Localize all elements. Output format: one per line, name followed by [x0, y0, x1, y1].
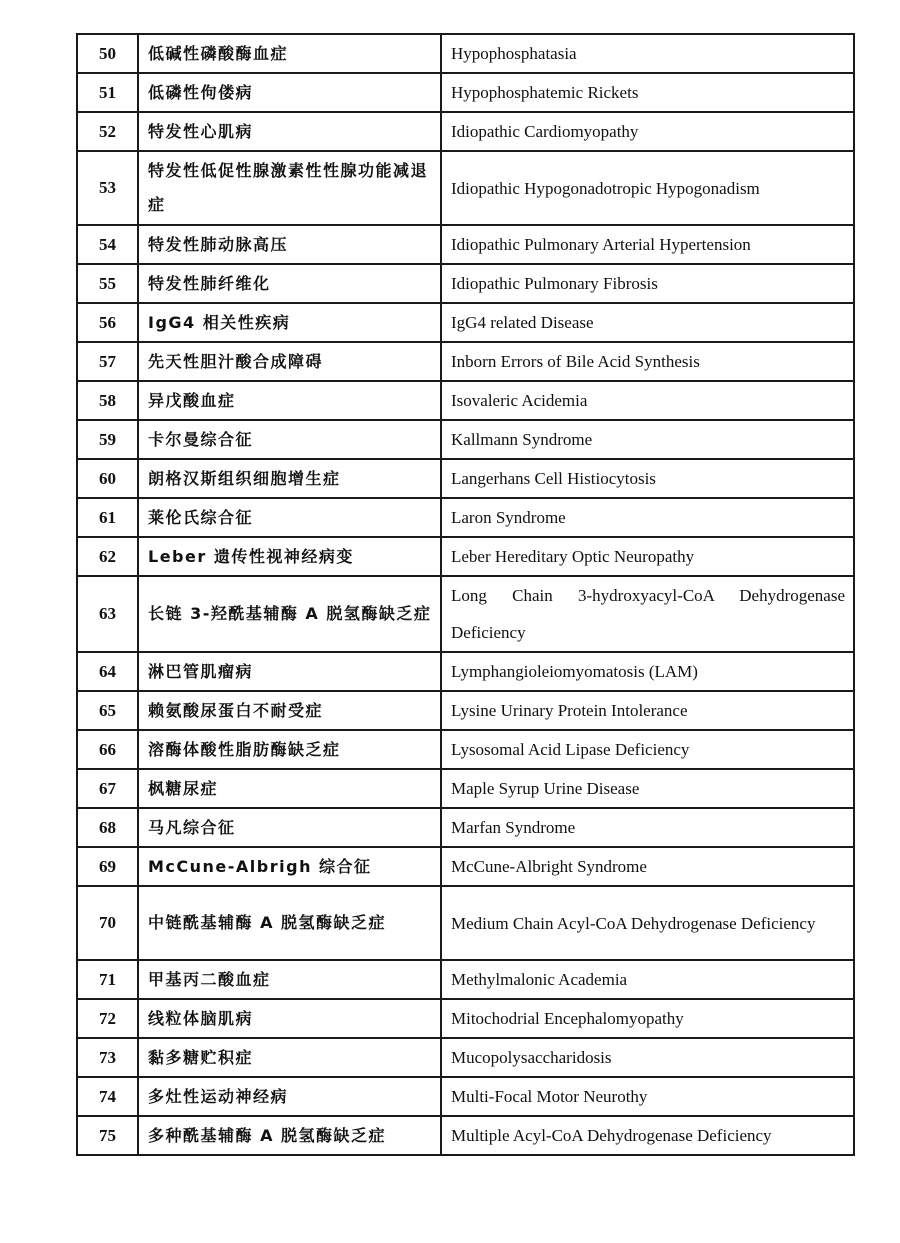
- chinese-disease-name: 特发性心肌病: [138, 112, 441, 151]
- chinese-disease-name: 先天性胆汁酸合成障碍: [138, 342, 441, 381]
- english-disease-name: Long Chain 3-hydroxyacyl-CoA Dehydrogenase Deficiency: [441, 576, 854, 652]
- table-row: [77, 225, 854, 264]
- table-row: [77, 769, 854, 808]
- english-disease-name: IgG4 related Disease: [441, 303, 854, 342]
- table-row: [77, 808, 854, 847]
- english-disease-name: Multiple Acyl-CoA Dehydrogenase Deficiency: [441, 1116, 854, 1155]
- row-number: 75: [77, 1116, 138, 1155]
- row-number: 62: [77, 537, 138, 576]
- chinese-disease-name: Leber 遗传性视神经病变: [138, 537, 441, 576]
- english-disease-name: Laron Syndrome: [441, 498, 854, 537]
- row-number: 69: [77, 847, 138, 886]
- table-row: [77, 34, 854, 73]
- table-row: [77, 151, 854, 225]
- chinese-disease-name: 多种酰基辅酶 A 脱氢酶缺乏症: [138, 1116, 441, 1155]
- chinese-disease-name: 多灶性运动神经病: [138, 1077, 441, 1116]
- chinese-disease-name: 低碱性磷酸酶血症: [138, 34, 441, 73]
- table-row: [77, 381, 854, 420]
- english-disease-name: Medium Chain Acyl-CoA Dehydrogenase Deficiency: [441, 886, 854, 960]
- chinese-disease-name: 朗格汉斯组织细胞增生症: [138, 459, 441, 498]
- row-number: 67: [77, 769, 138, 808]
- table-row: [77, 652, 854, 691]
- row-number: 65: [77, 691, 138, 730]
- english-disease-name: Idiopathic Pulmonary Arterial Hypertension: [441, 225, 854, 264]
- row-number: 60: [77, 459, 138, 498]
- row-number: 66: [77, 730, 138, 769]
- english-disease-name: Maple Syrup Urine Disease: [441, 769, 854, 808]
- english-disease-name: Lymphangioleiomyomatosis (LAM): [441, 652, 854, 691]
- chinese-disease-name: 淋巴管肌瘤病: [138, 652, 441, 691]
- table-row: [77, 112, 854, 151]
- row-number: 63: [77, 576, 138, 652]
- table-row: [77, 264, 854, 303]
- chinese-disease-name: IgG4 相关性疾病: [138, 303, 441, 342]
- chinese-disease-name: 低磷性佝偻病: [138, 73, 441, 112]
- row-number: 58: [77, 381, 138, 420]
- english-disease-name: Hypophosphatemic Rickets: [441, 73, 854, 112]
- table-row: [77, 1116, 854, 1155]
- row-number: 55: [77, 264, 138, 303]
- table-row: [77, 960, 854, 999]
- chinese-disease-name: 马凡综合征: [138, 808, 441, 847]
- english-disease-name: Lysine Urinary Protein Intolerance: [441, 691, 854, 730]
- english-disease-name: Idiopathic Pulmonary Fibrosis: [441, 264, 854, 303]
- table-row: [77, 730, 854, 769]
- row-number: 51: [77, 73, 138, 112]
- english-disease-name: Hypophosphatasia: [441, 34, 854, 73]
- row-number: 64: [77, 652, 138, 691]
- chinese-disease-name: 特发性低促性腺激素性性腺功能减退症: [138, 151, 441, 225]
- table-row: [77, 847, 854, 886]
- row-number: 56: [77, 303, 138, 342]
- english-disease-name: Lysosomal Acid Lipase Deficiency: [441, 730, 854, 769]
- english-disease-name: Inborn Errors of Bile Acid Synthesis: [441, 342, 854, 381]
- table-row: [77, 576, 854, 652]
- table-row: [77, 537, 854, 576]
- chinese-disease-name: 枫糖尿症: [138, 769, 441, 808]
- row-number: 72: [77, 999, 138, 1038]
- row-number: 70: [77, 886, 138, 960]
- table-row: [77, 459, 854, 498]
- row-number: 59: [77, 420, 138, 459]
- english-disease-name: Kallmann Syndrome: [441, 420, 854, 459]
- chinese-disease-name: 线粒体脑肌病: [138, 999, 441, 1038]
- table-row: [77, 999, 854, 1038]
- chinese-disease-name: 特发性肺纤维化: [138, 264, 441, 303]
- english-disease-name: Idiopathic Hypogonadotropic Hypogonadism: [441, 151, 854, 225]
- chinese-disease-name: 赖氨酸尿蛋白不耐受症: [138, 691, 441, 730]
- english-disease-name: Methylmalonic Academia: [441, 960, 854, 999]
- english-disease-name: Mitochodrial Encephalomyopathy: [441, 999, 854, 1038]
- table-row: [77, 498, 854, 537]
- chinese-disease-name: 长链 3-羟酰基辅酶 A 脱氢酶缺乏症: [138, 576, 441, 652]
- table-row: [77, 73, 854, 112]
- chinese-disease-name: 卡尔曼综合征: [138, 420, 441, 459]
- table-row: [77, 303, 854, 342]
- english-disease-name: Langerhans Cell Histiocytosis: [441, 459, 854, 498]
- english-disease-name: Multi-Focal Motor Neurothy: [441, 1077, 854, 1116]
- chinese-disease-name: McCune-Albrigh 综合征: [138, 847, 441, 886]
- chinese-disease-name: 甲基丙二酸血症: [138, 960, 441, 999]
- row-number: 50: [77, 34, 138, 73]
- chinese-disease-name: 异戊酸血症: [138, 381, 441, 420]
- row-number: 73: [77, 1038, 138, 1077]
- row-number: 68: [77, 808, 138, 847]
- english-disease-name: Leber Hereditary Optic Neuropathy: [441, 537, 854, 576]
- table-body: [77, 34, 854, 1155]
- english-disease-name: McCune-Albright Syndrome: [441, 847, 854, 886]
- table-row: [77, 1077, 854, 1116]
- english-disease-name: Isovaleric Acidemia: [441, 381, 854, 420]
- rare-disease-table: [76, 33, 855, 1156]
- table-row: [77, 420, 854, 459]
- row-number: 57: [77, 342, 138, 381]
- chinese-disease-name: 特发性肺动脉高压: [138, 225, 441, 264]
- table-row: [77, 1038, 854, 1077]
- row-number: 71: [77, 960, 138, 999]
- english-disease-name: Mucopolysaccharidosis: [441, 1038, 854, 1077]
- row-number: 61: [77, 498, 138, 537]
- table-row: [77, 342, 854, 381]
- chinese-disease-name: 中链酰基辅酶 A 脱氢酶缺乏症: [138, 886, 441, 960]
- chinese-disease-name: 莱伦氏综合征: [138, 498, 441, 537]
- row-number: 52: [77, 112, 138, 151]
- row-number: 54: [77, 225, 138, 264]
- table-row: [77, 886, 854, 960]
- chinese-disease-name: 黏多糖贮积症: [138, 1038, 441, 1077]
- english-disease-name: Marfan Syndrome: [441, 808, 854, 847]
- row-number: 74: [77, 1077, 138, 1116]
- table-row: [77, 691, 854, 730]
- row-number: 53: [77, 151, 138, 225]
- english-disease-name: Idiopathic Cardiomyopathy: [441, 112, 854, 151]
- chinese-disease-name: 溶酶体酸性脂肪酶缺乏症: [138, 730, 441, 769]
